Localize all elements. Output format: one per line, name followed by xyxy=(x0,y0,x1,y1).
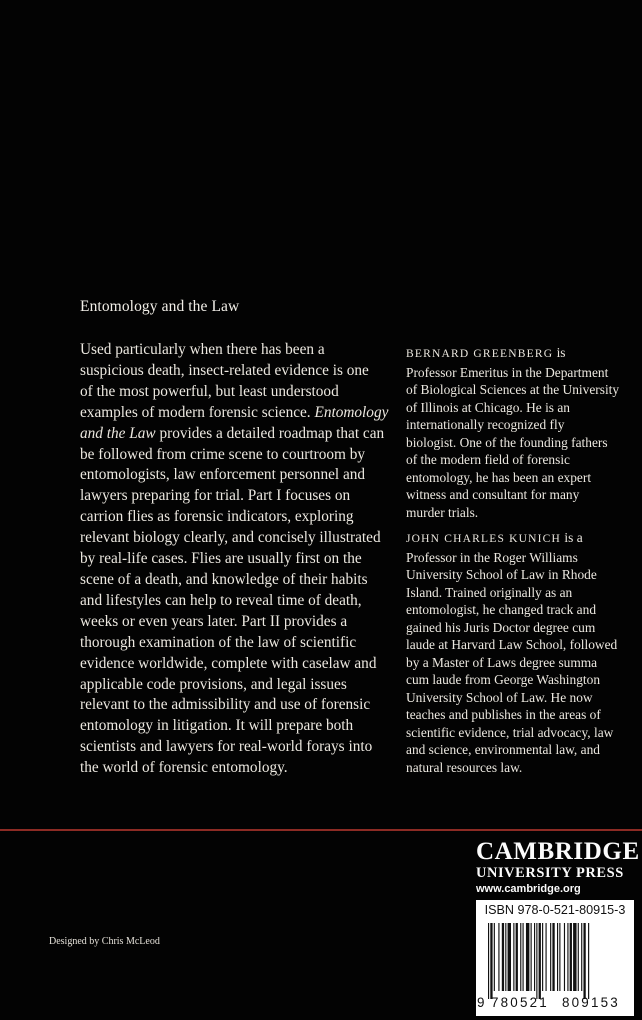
publisher-press: UNIVERSITY PRESS xyxy=(476,865,624,881)
description-line: Used particularly when there has been a xyxy=(80,341,325,358)
barcode-bar xyxy=(534,923,535,991)
barcode-bar xyxy=(523,923,524,991)
barcode-bar xyxy=(508,923,511,991)
barcode-bar xyxy=(513,923,514,991)
description-line: examples of modern forensic science. Entomology xyxy=(80,403,389,421)
description-line: the world of forensic entomology. xyxy=(80,759,288,777)
barcode-bar xyxy=(520,923,521,991)
bio-line: biologist. One of the founding fathers xyxy=(406,434,608,450)
description-line: applicable code provisions, and legal issues xyxy=(80,675,347,693)
barcode-bar xyxy=(546,923,547,991)
description-line: by real-life cases. Flies are usually first on the xyxy=(80,550,362,568)
bio-line: internationally recognized fly xyxy=(406,417,565,432)
isbn-barcode xyxy=(476,900,634,1016)
author-name: BERNARD GREENBERG xyxy=(406,348,554,360)
book-description xyxy=(80,340,390,779)
barcode-bar xyxy=(567,923,568,991)
description-line: and lifestyles can help to reveal time of death, xyxy=(80,591,362,609)
barcode-bar xyxy=(573,923,576,991)
barcode-bar xyxy=(570,923,572,991)
description-line: entomologists, law enforcement personnel and xyxy=(80,466,366,484)
isbn-label: ISBN 978-0-521-80915-3 xyxy=(484,903,626,917)
barcode-bar xyxy=(526,923,529,991)
description-line: weeks or even years later. Part II provides a xyxy=(80,612,348,630)
bio-line: University School of Law. He now xyxy=(406,689,593,705)
bio-line: scientific evidence, trial advocacy, law xyxy=(406,724,614,740)
bio-line: of the modern field of forensic xyxy=(406,452,570,467)
publisher-logo xyxy=(476,838,640,897)
bio-line: witness and consultant for many xyxy=(406,487,580,502)
bio-line: cum laude from George Washington xyxy=(406,672,601,687)
bio-line: natural resources law. xyxy=(406,759,523,775)
barcode-bar xyxy=(490,923,492,999)
description-line: carrion flies as forensic indicators, exploring xyxy=(80,508,354,526)
bio-line: Professor in the Roger Williams xyxy=(406,549,578,565)
barcode-digit-prefix: 9 xyxy=(477,995,487,1010)
bio-line: University School of Law in Rhode xyxy=(406,567,597,582)
barcode-bar xyxy=(488,923,489,999)
barcode-digits xyxy=(476,995,634,1015)
barcode-bar xyxy=(583,923,585,999)
description-line: relevant to the admissibility and use of forensic xyxy=(80,696,371,714)
description-line: scene of a death, and knowledge of their habits xyxy=(80,570,368,588)
description-line: of the most powerful, but least understood xyxy=(80,382,339,400)
bio-line: Professor Emeritus in the Department xyxy=(406,364,609,380)
barcode-bar xyxy=(552,923,554,991)
description-line: relevant biology clearly, and concisely illustrated xyxy=(80,529,381,547)
barcode-bar xyxy=(578,923,579,991)
bio-line: laude at Harvard Law School, followed xyxy=(406,637,618,652)
barcode-bar xyxy=(539,923,541,999)
author-name: JOHN CHARLES KUNICH xyxy=(406,533,562,545)
barcode-bar xyxy=(536,923,537,999)
barcode-bars-icon xyxy=(486,923,626,999)
barcode-bar xyxy=(559,923,560,991)
barcode-bar xyxy=(498,923,499,991)
barcode-bar xyxy=(581,923,582,991)
description-line: lawyers preparing for trial. Part I focuses on xyxy=(80,487,351,505)
publisher-url: www.cambridge.org xyxy=(476,883,581,895)
barcode-bar xyxy=(502,923,504,991)
barcode-bar xyxy=(550,923,551,991)
barcode-digit-group-left: 780521 xyxy=(491,995,549,1010)
barcode-bar xyxy=(564,923,565,991)
bio-line: teaches and publishes in the areas of xyxy=(406,707,601,722)
author-bio-greenberg xyxy=(406,344,630,521)
description-line: evidence worldwide, complete with caselaw and xyxy=(80,654,377,672)
book-title-italic: and the Law xyxy=(80,424,156,442)
bio-line: entomology, he has been an expert xyxy=(406,469,592,485)
bio-line: murder trials. xyxy=(406,504,479,520)
barcode-bar xyxy=(494,923,495,991)
barcode-digit-group-right: 809153 xyxy=(562,995,620,1010)
designer-credit: Designed by Chris McLeod xyxy=(49,936,160,947)
book-title-italic: Entomology xyxy=(314,403,389,421)
barcode-bar xyxy=(557,923,558,991)
divider-rule xyxy=(0,829,642,831)
bio-line: JOHN CHARLES KUNICH is a xyxy=(406,530,583,545)
publisher-name: CAMBRIDGE xyxy=(476,838,640,865)
bio-line: gained his Juris Doctor degree cum xyxy=(406,619,596,635)
barcode-bar xyxy=(531,923,532,991)
bio-line: by a Master of Laws degree summa xyxy=(406,654,598,670)
bio-line: entomologist, he changed track and xyxy=(406,602,597,617)
bio-line: Island. Trained originally as an xyxy=(406,584,573,600)
description-line: suspicious death, insect-related evidence is one xyxy=(80,361,369,379)
barcode-bar xyxy=(542,923,543,991)
barcode-bar xyxy=(588,923,589,999)
barcode-bar xyxy=(505,923,506,991)
description-line: thorough examination of the law of scientific xyxy=(80,633,357,651)
bio-line: of Biological Sciences at the University xyxy=(406,382,620,397)
description-line: and the Law provides a detailed roadmap that can xyxy=(80,424,385,442)
bio-line: of Illinois at Chicago. He is an xyxy=(406,399,571,415)
description-line: entomology in litigation. It will prepare both xyxy=(80,717,354,735)
author-bio-kunich xyxy=(406,529,630,776)
book-title: Entomology and the Law xyxy=(80,298,240,315)
description-line: scientists and lawyers for real-world forays into xyxy=(80,738,373,756)
bio-line: BERNARD GREENBERG is xyxy=(406,345,566,360)
description-line: be followed from crime scene to courtroom by xyxy=(80,445,366,463)
bio-line: and science, environmental law, and xyxy=(406,742,600,757)
barcode-bar xyxy=(516,923,518,991)
